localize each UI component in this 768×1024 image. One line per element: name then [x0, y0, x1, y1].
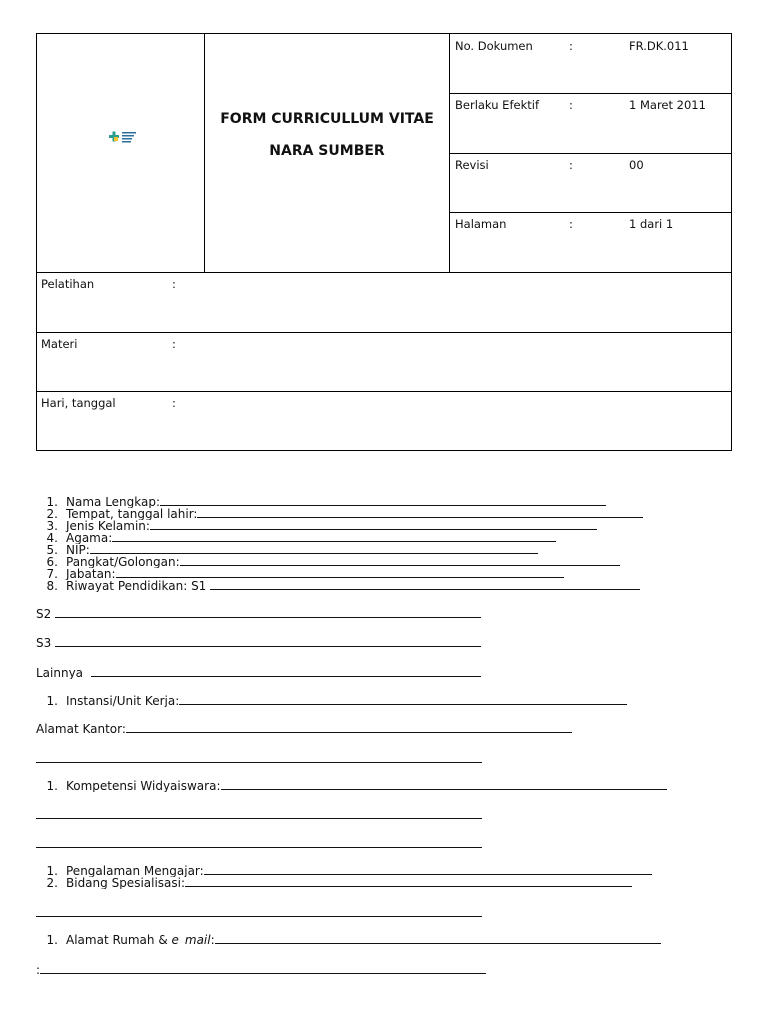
- list-number: 5.: [46, 543, 58, 556]
- list-number: 1.: [46, 864, 58, 877]
- field-label: :: [36, 963, 41, 976]
- alamat-rumah-field[interactable]: [215, 933, 661, 944]
- pendidikan-s3-field[interactable]: [55, 636, 481, 647]
- list-number: 1.: [46, 779, 58, 792]
- row-divider-3: [36, 391, 732, 392]
- field-label: S2: [36, 607, 52, 620]
- pendidikan-s1-field[interactable]: [210, 579, 640, 590]
- field-label: Nama Lengkap:: [66, 495, 161, 508]
- alamat-kantor-line-2: [36, 752, 482, 765]
- meta-label-berlaku: Berlaku Efektif: [455, 98, 539, 112]
- meta-colon: :: [569, 39, 573, 53]
- alamat-rumah-line-2: [36, 963, 486, 976]
- bidang-field[interactable]: [185, 876, 632, 887]
- instansi-field[interactable]: [179, 694, 627, 705]
- nip-field[interactable]: [90, 543, 538, 554]
- list-number: 1.: [46, 933, 58, 946]
- list-number: 7.: [46, 567, 58, 580]
- meta-divider-3: [449, 212, 732, 213]
- meta-label-no-dokumen: No. Dokumen: [455, 39, 533, 53]
- form-title-line1: FORM CURRICULLUM VITAE: [220, 111, 434, 127]
- row-label-pelatihan: Pelatihan: [41, 277, 95, 291]
- list-number: 1.: [46, 694, 58, 707]
- field-label: Kompetensi Widyaiswara:: [66, 779, 221, 792]
- pengalaman-field[interactable]: [204, 864, 652, 875]
- meta-colon: :: [569, 217, 573, 231]
- list-item-riwayat-pendidikan: [36, 579, 640, 592]
- row-label-materi: Materi: [41, 337, 78, 351]
- meta-colon: :: [569, 158, 573, 172]
- form-title-line2: NARA SUMBER: [269, 143, 385, 159]
- jabatan-field[interactable]: [116, 567, 564, 578]
- meta-value-berlaku: 1 Maret 2011: [629, 98, 706, 112]
- list-item-kompetensi: [36, 779, 667, 792]
- meta-value-halaman: 1 dari 1: [629, 217, 674, 231]
- pendidikan-s2-field[interactable]: [55, 607, 481, 618]
- ministry-logo-icon: [108, 130, 148, 144]
- edu-s2: [36, 607, 481, 620]
- row-label-hari-tanggal: Hari, tanggal: [41, 396, 116, 410]
- edu-lainnya: [36, 666, 481, 679]
- meta-label-halaman: Halaman: [455, 217, 507, 231]
- pangkat-field[interactable]: [180, 555, 620, 566]
- kompetensi-line-3: [36, 837, 482, 850]
- list-item-bidang: [36, 876, 632, 889]
- field-label: Jenis Kelamin:: [66, 519, 150, 532]
- alamat-kantor-line: [36, 722, 572, 735]
- alamat-kantor-field-2[interactable]: [36, 752, 482, 763]
- field-label-italic: e_mail: [171, 933, 211, 946]
- list-number: 1.: [46, 495, 58, 508]
- bidang-field-2[interactable]: [36, 906, 482, 917]
- tempat-lahir-field[interactable]: [197, 507, 643, 518]
- field-label: Alamat Kantor:: [36, 722, 126, 735]
- bidang-line-2: [36, 906, 482, 919]
- agama-field[interactable]: [112, 531, 556, 542]
- alamat-rumah-field-2[interactable]: [40, 963, 486, 974]
- alamat-kantor-field[interactable]: [126, 722, 572, 733]
- meta-value-no-dokumen: FR.DK.011: [629, 39, 689, 53]
- kompetensi-line-2: [36, 808, 482, 821]
- row-divider-2: [36, 332, 732, 333]
- kompetensi-field-2[interactable]: [36, 808, 482, 819]
- field-label: Riwayat Pendidikan: S1: [66, 579, 207, 592]
- list-number: 2.: [46, 507, 58, 520]
- row-colon: :: [172, 277, 176, 291]
- list-number: 4.: [46, 531, 58, 544]
- row-colon: :: [172, 337, 176, 351]
- list-number: 8.: [46, 579, 58, 592]
- meta-divider-2: [449, 153, 732, 154]
- jenis-kelamin-field[interactable]: [150, 519, 597, 530]
- list-number: 6.: [46, 555, 58, 568]
- field-label: Pengalaman Mengajar:: [66, 864, 204, 877]
- meta-divider-1: [449, 93, 732, 94]
- list-item-instansi: [36, 694, 627, 707]
- list-number: 2.: [46, 876, 58, 889]
- field-label: Instansi/Unit Kerja:: [66, 694, 180, 707]
- list-number: 3.: [46, 519, 58, 532]
- field-label: Pangkat/Golongan:: [66, 555, 180, 568]
- meta-colon: :: [569, 98, 573, 112]
- pendidikan-lainnya-field[interactable]: [91, 666, 481, 677]
- meta-value-revisi: 00: [629, 158, 644, 172]
- field-label: Tempat, tanggal lahir:: [66, 507, 198, 520]
- kompetensi-field[interactable]: [221, 779, 667, 790]
- field-label: Alamat Rumah &: [66, 933, 172, 946]
- field-label: NIP:: [66, 543, 90, 556]
- edu-s3: [36, 636, 481, 649]
- field-label: :: [210, 933, 215, 946]
- field-label: Agama:: [66, 531, 113, 544]
- field-label: S3: [36, 636, 52, 649]
- nama-lengkap-field[interactable]: [160, 495, 606, 506]
- field-label: Lainnya: [36, 666, 84, 679]
- list-item-alamat-rumah: [36, 933, 661, 946]
- kompetensi-field-3[interactable]: [36, 837, 482, 848]
- row-colon: :: [172, 396, 176, 410]
- field-label: Jabatan:: [66, 567, 116, 580]
- meta-label-revisi: Revisi: [455, 158, 489, 172]
- row-divider-1: [36, 272, 732, 273]
- header-table: [36, 33, 732, 451]
- field-label: Bidang Spesialisasi:: [66, 876, 186, 889]
